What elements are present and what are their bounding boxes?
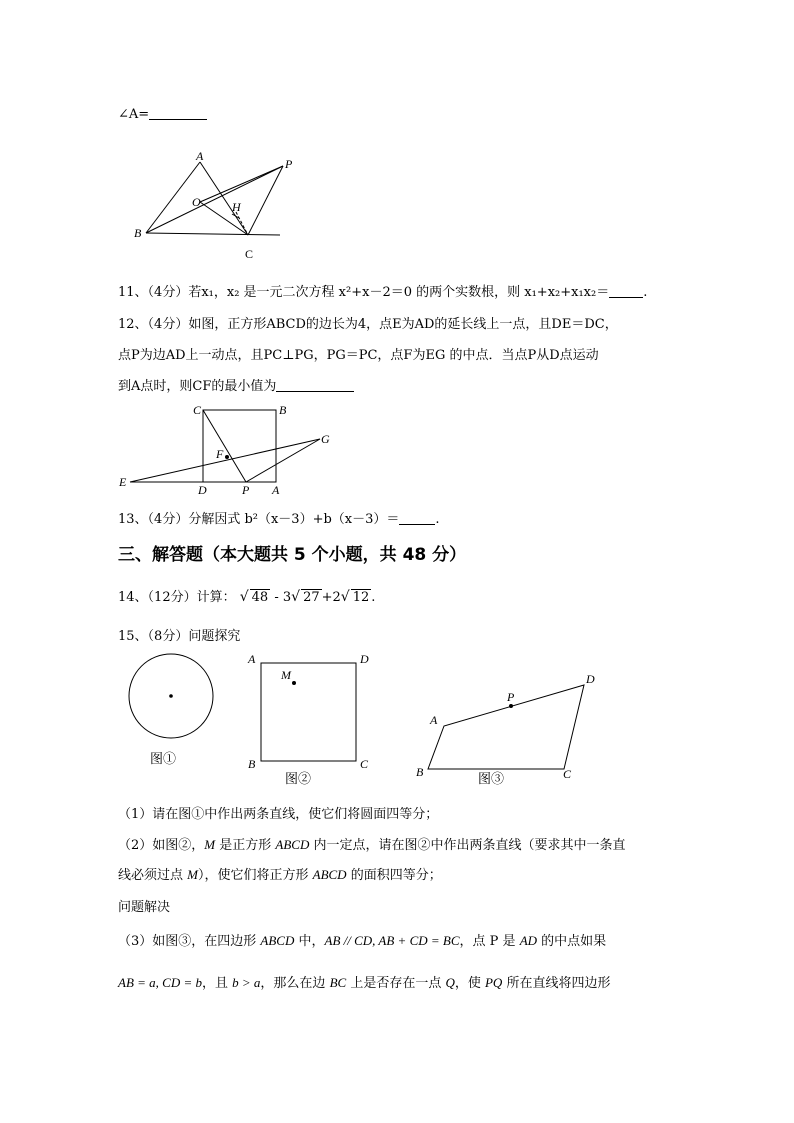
q15-sub3-text-b: 中， — [294, 934, 325, 949]
q15-sub3-l2-math-q: Q — [445, 975, 455, 990]
q14 — [118, 586, 375, 605]
q15-figures — [118, 648, 608, 788]
q15-fig3-label-c: C — [563, 767, 572, 781]
q15-fig2-label-d: D — [360, 652, 369, 666]
q15-caption-2: 图② — [285, 771, 312, 786]
q15-fig2-label-b: B — [248, 757, 256, 771]
q15-sub-2-line2 — [118, 864, 442, 883]
q11-text: x₁，x₂ 是一元二次方程 x²+x－2＝0 的两个实数根，则 x₁+x₂+x₁x₂＝ — [201, 285, 610, 300]
q15-sub3-l2-math-ineq: b > a — [232, 975, 261, 990]
q15-caption-1: 图① — [150, 751, 177, 766]
q15-sub-2-line1 — [118, 834, 625, 853]
q15-sub3-text-a: （3）如图③，在四边形 — [118, 934, 261, 949]
q12-line2: 点P为边AD上一动点，且PC⊥PG，PG＝PC，点F为EG 的中点．当点P从D点运动 — [118, 348, 599, 363]
q13-end: . — [435, 512, 440, 527]
section-3-heading: 三、解答题（本大题共 5 个小题，共 48 分） — [118, 545, 467, 565]
q15-fig1-center — [169, 694, 173, 698]
q12-label-d: D — [198, 483, 207, 497]
q13-text: 13、（4分）分解因式 b²（x－3）+b（x－3）＝ — [118, 512, 400, 527]
q12-line3-text: 到A点时，则CF的最小值为 — [118, 379, 277, 394]
q11-blank — [609, 284, 643, 298]
q12-line1: 12、（4分）如图，正方形ABCD的边长为4，点E为AD的延长线上一点，且DE＝DC， — [118, 317, 618, 332]
q15-fig2-label-a: A — [248, 652, 256, 666]
q14-end: . — [371, 590, 376, 605]
q13 — [118, 508, 440, 527]
q12-label-g: G — [321, 432, 330, 446]
q12-label-c: C — [193, 403, 202, 417]
q15-sub3-math-ad: AD — [519, 933, 538, 948]
q10-label-h: H — [232, 200, 241, 214]
q14-op-2: +2 — [321, 590, 341, 605]
q14-radicand-2: 27 — [303, 590, 320, 605]
q15-sub3-l2-math-pq: PQ — [484, 975, 503, 990]
q10-answer-line — [118, 106, 207, 122]
q14-prefix: 14、（12分）计算： — [118, 590, 236, 605]
q10-segment-oc — [200, 202, 248, 235]
q15-sub3-math-abcd: ABCD — [260, 933, 295, 948]
q15-figure-2 — [247, 652, 369, 786]
q12-label-b: B — [279, 403, 287, 417]
q15-sub3-math-cond: AB // CD, AB + CD = BC — [324, 933, 460, 948]
q15-fig3-label-b: B — [416, 765, 424, 779]
q15-sub3-l2-text-c: 上是否存在一点 — [346, 976, 446, 991]
q15-sub3-l2-text-e: 所在直线将四边形 — [502, 976, 611, 991]
q10-label-o: O — [192, 195, 201, 209]
q15-fig2-point-m — [292, 681, 296, 685]
q12-label-f: F — [216, 447, 224, 461]
q15-fig2-label-c: C — [360, 757, 369, 771]
q15-sub2-l2-text-c: 的面积四等分； — [346, 868, 442, 883]
q15-sub3-l2-text-d: ，使 — [454, 976, 485, 991]
q10-label-a: A — [196, 149, 204, 163]
sqrt-icon: √ — [340, 589, 350, 605]
q15-fig3-point-p — [509, 704, 513, 708]
q15-sub2-text-a: （2）如图②， — [118, 838, 205, 853]
q10-label-p: P — [285, 157, 293, 171]
sqrt-icon: √ — [239, 589, 249, 605]
q15-figure-1 — [129, 654, 213, 766]
q15-sub2-math-m: M — [204, 837, 216, 852]
q15-fig2-label-m: M — [281, 668, 291, 682]
q14-op-1: - 3 — [270, 590, 292, 605]
q15-figure-3 — [416, 672, 595, 786]
q10-segment-op — [200, 166, 283, 202]
q10-segment-bc — [146, 233, 280, 235]
q10-segment-pc — [248, 166, 283, 235]
q10-segment-hc-dashed — [236, 212, 248, 235]
sqrt-icon: √ — [291, 589, 301, 605]
q12-line3 — [118, 375, 354, 394]
q15-sub2-l2-math-abcd: ABCD — [312, 867, 347, 882]
q11-end: . — [643, 285, 648, 300]
q10-label-b: B — [134, 226, 142, 240]
q15-caption-3: 图③ — [478, 771, 505, 786]
q15-sub-3-line2 — [118, 972, 610, 991]
q10-figure — [128, 150, 298, 265]
q15-sub3-l2-text-b: ，那么在边 — [260, 976, 330, 991]
q12-blank — [276, 378, 354, 392]
q10-answer-blank — [149, 106, 207, 120]
q15-fig3-label-d: D — [586, 672, 595, 686]
q15-fig3-label-a: A — [430, 713, 438, 727]
q12-segment-pg — [246, 439, 320, 482]
q15-fig3-label-p: P — [507, 690, 515, 704]
q14-radicand-3: 12 — [352, 590, 370, 605]
q15-fig3-quadrilateral — [428, 685, 584, 769]
q14-radicand-1: 48 — [251, 590, 269, 605]
q15-solve-title: 问题解决 — [118, 900, 171, 915]
q12-segment-eg — [130, 439, 320, 482]
q10-answer-prefix: ∠A= — [118, 107, 150, 122]
q15-sub-3-line1 — [118, 930, 606, 949]
q12-label-a: A — [272, 483, 280, 497]
q10-segment-bp — [146, 166, 283, 233]
q15-sub3-l2-text-a: ，且 — [202, 976, 233, 991]
q15-sub3-l2-math-cond: AB = a, CD = b — [118, 975, 202, 990]
q15-sub2-l2-text-b: ），使它们将正方形 — [197, 868, 313, 883]
q12-label-e: E — [119, 475, 127, 489]
q12-segment-cp — [203, 410, 246, 482]
q15-sub3-text-d: 的中点如果 — [537, 934, 607, 949]
q11-number: 11、（4分）若 — [118, 285, 202, 300]
q13-blank — [399, 511, 435, 525]
q15-sub2-text-c: 内一定点，请在图②中作出两条直线（要求其中一条直 — [309, 838, 626, 853]
q12-figure — [115, 400, 345, 500]
q15-title: 15、（8分）问题探究 — [118, 629, 241, 644]
q12-label-p: P — [242, 483, 250, 497]
q15-sub2-math-abcd: ABCD — [275, 837, 310, 852]
q15-sub2-l2-text-a: 线必须过点 — [118, 868, 188, 883]
q15-sub2-text-b: 是正方形 — [215, 838, 276, 853]
q15-sub3-text-c: ，点 P 是 — [459, 934, 520, 949]
q11 — [118, 281, 647, 300]
q15-fig2-square — [261, 663, 356, 761]
q15-sub3-l2-math-bc: BC — [329, 975, 347, 990]
q10-right-angle-mark — [232, 214, 239, 218]
q12-point-f — [225, 455, 229, 459]
q15-sub2-l2-math-m: M — [187, 867, 198, 882]
q10-label-c: C — [245, 247, 254, 261]
q15-sub-1: （1）请在图①中作出两条直线，使它们将圆面四等分； — [118, 807, 439, 822]
